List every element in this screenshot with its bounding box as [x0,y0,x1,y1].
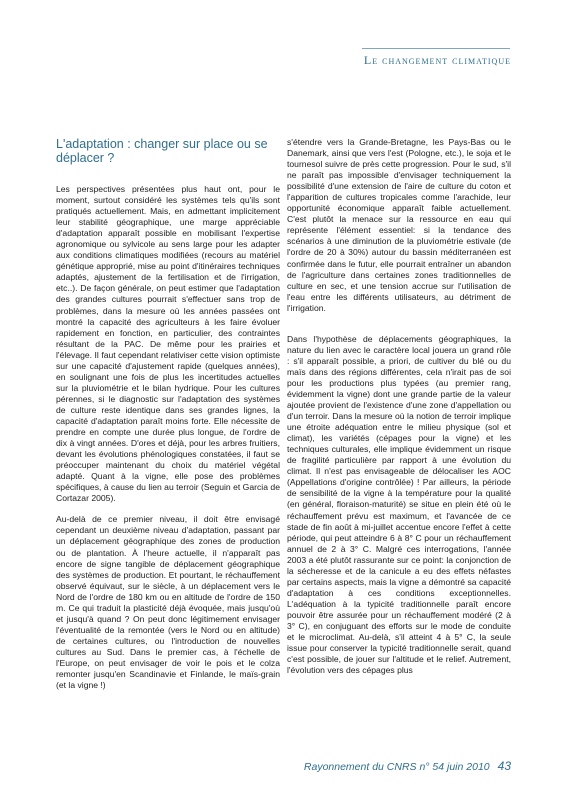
publication-info: Rayonnement du CNRS n° 54 juin 2010 [303,761,490,773]
section-title: L'adaptation : changer sur place ou se déplacer ? [56,137,268,165]
header-rule [362,48,510,49]
paragraph: Dans l'hypothèse de déplacements géographiques, la nature du lien avec le caractère local jouera un grand rôle : s'il apparaît possible, a priori, de cultiver du blé ou du maïs dans des régions différentes, cela n'irait pas de soi pour les productions plus typées (au premier rang, évidemment la vigne) dont une grande partie de la valeur ajoutée provient de l'existence d'une zone d'appellation ou d'un terroir. Dans la mesure où la notion de terroir implique une étroite adéquation entre le milieu physique (sol et climat), les variétés (cépages pour la vigne) et les techniques culturales, elle implique évidemment un risque de fragilité particulière par rapport à une évolution du climat. Il n'est pas envisageable de délocaliser les AOC (Appellations d'origine contrôlée) ! Par ailleurs, la période de sensibilité de la vigne à la température pour la qualité (en général, floraison-maturité) se situe en plein été où le réchauffement prévu est maximum, et l'avancée de ce stade de fin août à mi-juillet accentue encore l'effet à cette période, qui peut atteindre 6 à 8° C pour un réchauffement annuel de 2 à 3° C. Malgré ces interrogations, l'année 2003 a été plutôt rassurante sur ce point: la conjonction de la sécheresse et de la canicule a eu des effets néfastes par certains aspects, mais la vigne a démontré sa capacité d'adaptation à ces conditions exceptionnelles. L'adéquation à la typicité traditionnelle paraît encore pouvoir être assurée pour un réchauffement modéré (2 à 3° C), en conjuguant des efforts sur le mode de conduite et le microclimat. Au-delà, s'il atteint 4 à 5° C, la seule issue pour conserver la typicité traditionnelle serait, quand c'est possible, de jouer sur l'altitude et le relief. Autrement, l'évolution vers des cépages plus [287,333,511,676]
page-number: 43 [497,759,511,773]
running-head: Le changement climatique [363,53,511,67]
left-column [56,137,280,701]
footer [304,759,511,773]
paragraph: Au-delà de ce premier niveau, il doit être envisagé cependant un deuxième niveau d'adaptation, passant par un déplacement géographique des zones de production ou de plantation. À l'heure actuelle, il n'apparaît pas encore de signe tangible de déplacement géographique des systèmes de production. Et pourtant, le réchauffement observé équivaut, sur le siècle, à un déplacement vers le Nord de l'ordre de 180 km ou en altitude de l'ordre de 150 m. Ce qui traduit la plasticité déjà évoquée, mais jusqu'où et jusqu'à quand ? On peut donc légitimement envisager l'éventualité de la remontée (vers le Nord ou en altitude) de certaines cultures, ou l'introduction de nouvelles cultures au Sud. Dans le premier cas, à l'échelle de l'Europe, on peut envisager de voir le pois et le colza remonter jusqu'en Scandinavie et Finlande, le maïs-grain (et la vigne !) [56,514,280,691]
right-column [287,137,511,686]
paragraph: s'étendre vers la Grande-Bretagne, les Pays-Bas ou le Danemark, ainsi que vers l'est (Pologne, etc.), le soja et le tournesol suivre de près cette progression. Pour le sud, s'il ne paraît pas impossible d'envisager techniquement la possibilité d'une extension de l'aire de culture du coton et l'apparition de cultures tropicales comme l'arachide, leur opportunité économique apparaît faible actuellement. C'est plutôt la menace sur la ressource en eau qui représente l'élément essentiel: si la tendance des scénarios à une diminution de la pluviométrie estivale (de l'ordre de 20 à 30%) autour du bassin méditerranéen est confirmée dans le futur, elle pourrait entraîner un abandon de l'agriculture dans certaines zones traditionnelles de culture en sec, et une tension accrue sur l'utilisation de l'eau entre les différents utilisateurs, au détriment de l'irrigation. [287,137,511,313]
paragraph: Les perspectives présentées plus haut ont, pour le moment, surtout considéré les systèmes tels qu'ils sont pratiqués actuellement. Mais, en admettant implicitement leur stabilité géographique, une marge appréciable d'adaptation apparaît possible en mobilisant l'expertise agronomique ou sylvicole au sens large pour les adapter aux conditions climatiques modifiées (recours au matériel génétique approprié, mise au point d'itinéraires techniques adaptés, ajustement de la fertilisation et de l'irrigation, etc..). De façon générale, on peut estimer que l'adaptation des grandes cultures pourrait s'effectuer sans trop de problèmes, dans la mesure où les années passées ont montré la capacité des agriculteurs à les faire évoluer rapidement en fonction, en particulier, des contraintes résultant de la PAC. De même pour les prairies et l'élevage. Il faut cependant relativiser cette vision optimiste sur une capacité d'ajustement rapide (quelques années), en soulignant une fois de plus les incertitudes actuelles sur la pluviométrie et le bilan hydrique. Pour les cultures pérennes, si le diagnostic sur l'adaptation des systèmes de culture reste identique dans ses grandes lignes, la capacité d'adaptation paraît moins forte. Elle nécessite de prendre en compte une durée plus longue, de l'ordre de dix à vingt années. D'ores et déjà, pour les arbres fruitiers, devant les évolutions phénologiques constatées, il faut se préoccuper maintenant du choix du matériel végétal adapté. Quant à la vigne, elle pose des problèmes spécifiques, à cause du lien au terroir (Seguin et Garcia de Cortazar 2005). [56,184,280,504]
